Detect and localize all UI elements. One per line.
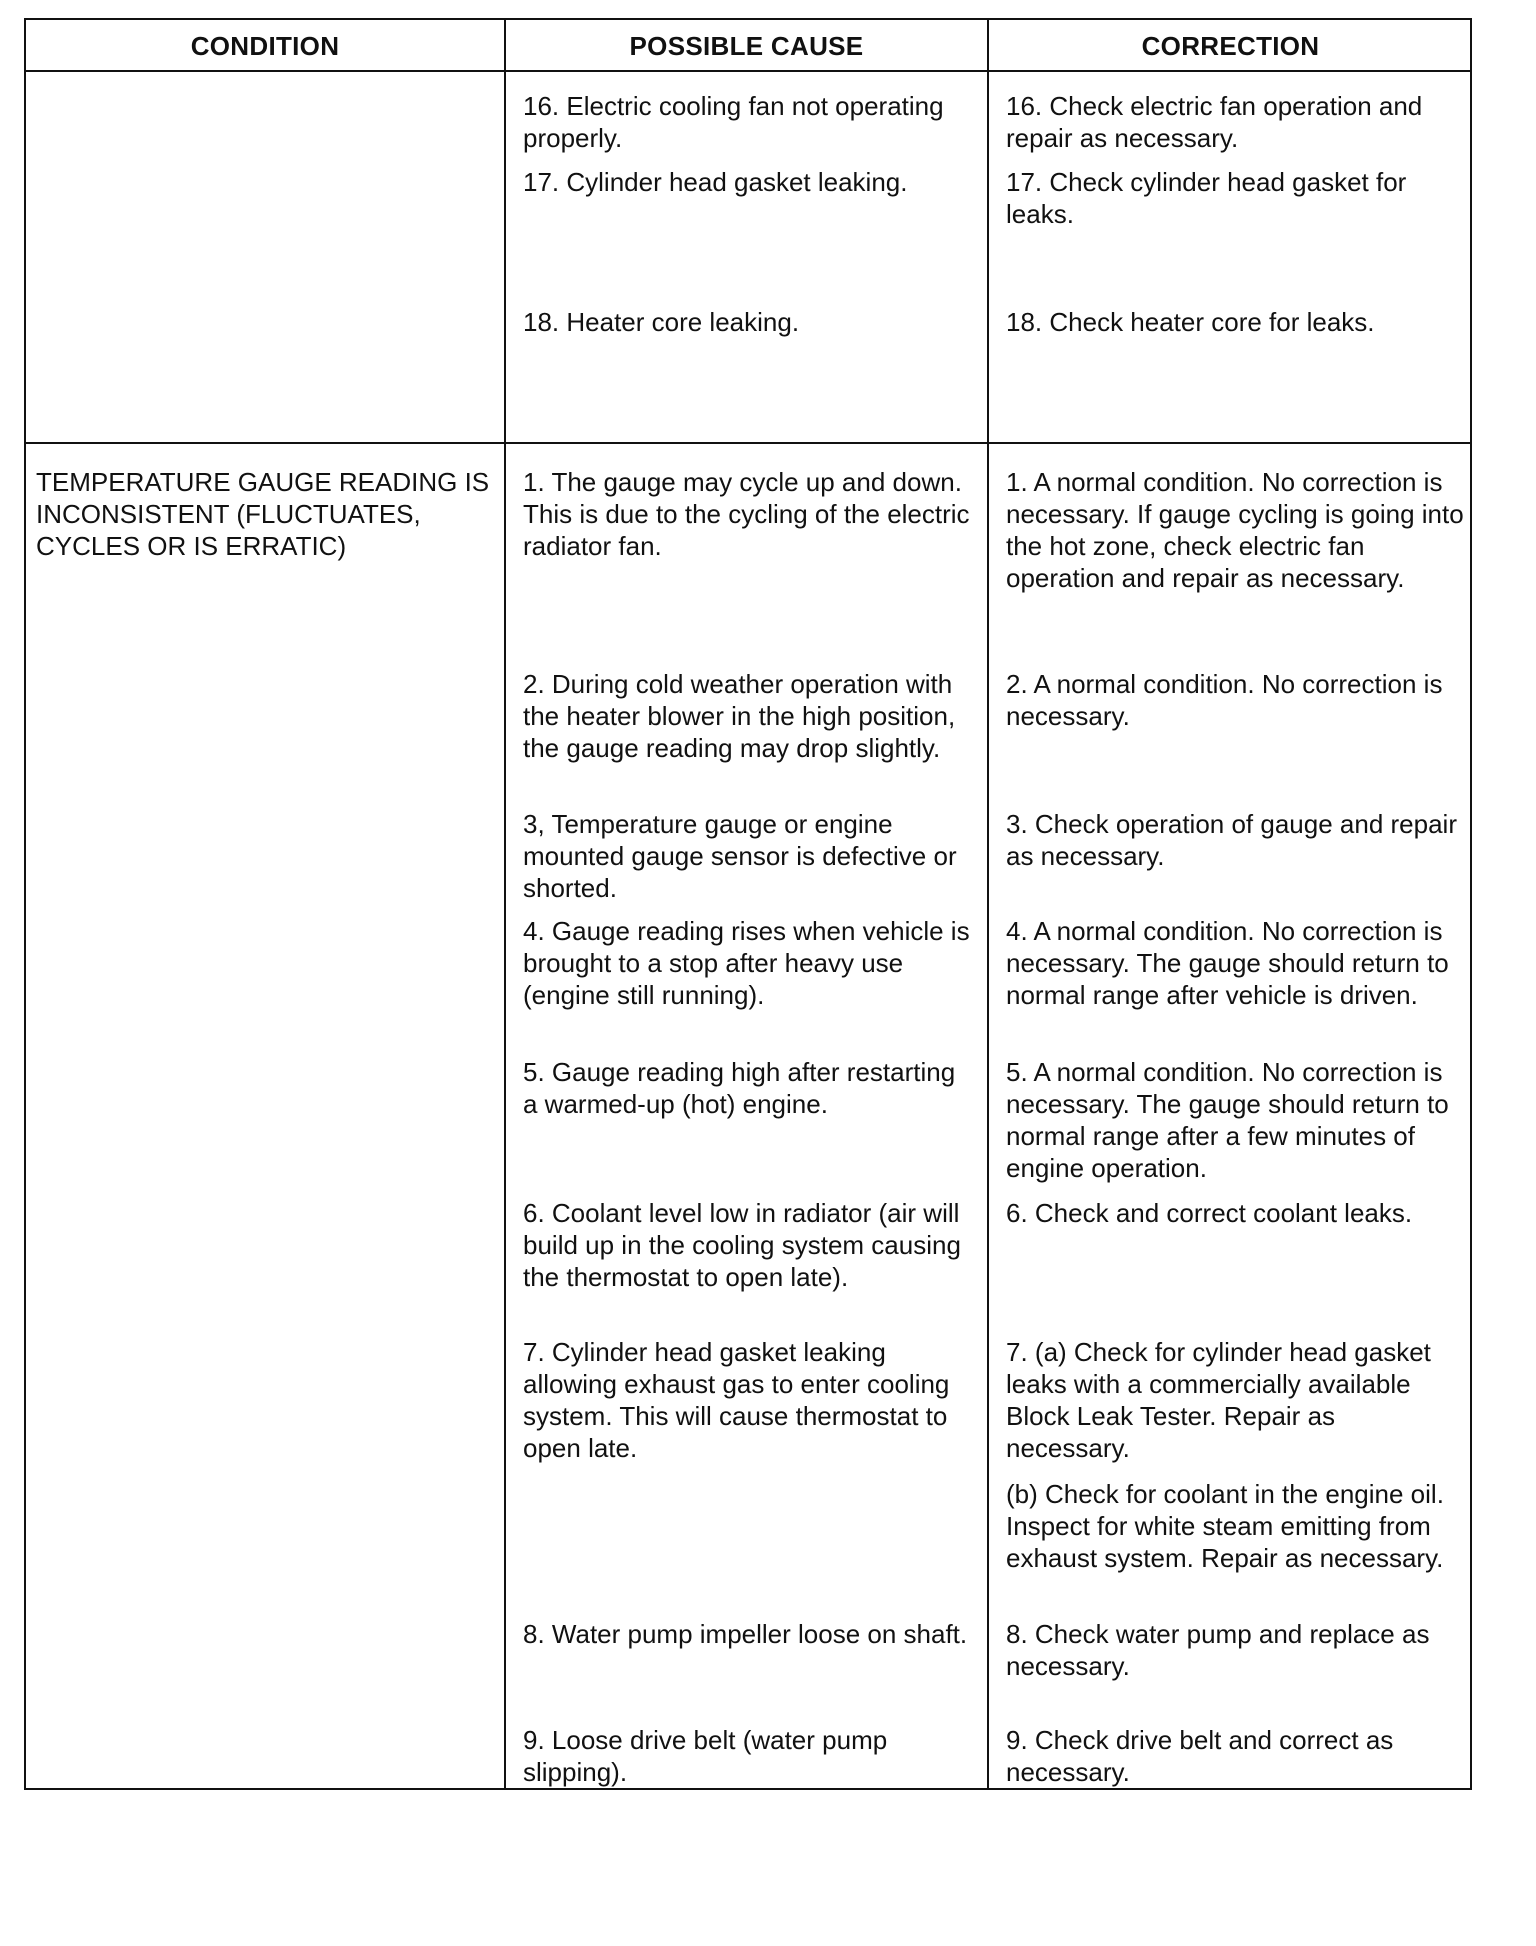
correction-9: 9. Check drive belt and correct as necessary.: [1006, 1725, 1394, 1787]
cause-17: 17. Cylinder head gasket leaking.: [523, 167, 908, 197]
header-possible-cause: POSSIBLE CAUSE: [629, 30, 864, 61]
cause-9: 9. Loose drive belt (water pump slipping).: [523, 1725, 888, 1787]
correction-2: 2. A normal condition. No correction is necessary.: [1006, 669, 1443, 731]
header-correction: CORRECTION: [1141, 30, 1320, 61]
row-divider: [26, 442, 1470, 444]
cause-5: 5. Gauge reading high after restarting a warmed-up (hot) engine.: [523, 1057, 956, 1119]
correction-18: 18. Check heater core for leaks.: [1006, 307, 1375, 337]
correction-17: 17. Check cylinder head gasket for leaks.: [1006, 167, 1407, 229]
correction-8: 8. Check water pump and replace as necessary.: [1006, 1619, 1430, 1681]
cause-2: 2. During cold weather operation with the heater blower in the high position, the gauge reading may drop slightly.: [523, 669, 956, 763]
cause-7: 7. Cylinder head gasket leaking allowing exhaust gas to enter cooling system. This will cause thermostat to open late.: [523, 1337, 950, 1463]
cause-8: 8. Water pump impeller loose on shaft.: [523, 1619, 968, 1649]
condition-temperature-gauge: TEMPERATURE GAUGE READING IS INCONSISTENT (FLUCTUATES, CYCLES OR IS ERRATIC): [36, 467, 490, 561]
column-divider: [987, 20, 989, 1788]
cause-3: 3, Temperature gauge or engine mounted gauge sensor is defective or shorted.: [523, 809, 957, 903]
correction-3: 3. Check operation of gauge and repair as necessary.: [1006, 809, 1457, 871]
troubleshooting-table: [24, 18, 1472, 1790]
correction-4: 4. A normal condition. No correction is necessary. The gauge should return to normal range after vehicle is driven.: [1006, 916, 1449, 1010]
correction-7b: (b) Check for coolant in the engine oil. Inspect for white steam emitting from exhaust system. Repair as necessary.: [1006, 1479, 1444, 1573]
cause-1: 1. The gauge may cycle up and down. This is due to the cycling of the electric radiator fan.: [523, 467, 970, 561]
cause-4: 4. Gauge reading rises when vehicle is brought to a stop after heavy use (engine still running).: [523, 916, 970, 1010]
correction-6: 6. Check and correct coolant leaks.: [1006, 1198, 1413, 1228]
cause-18: 18. Heater core leaking.: [523, 307, 800, 337]
cause-16: 16. Electric cooling fan not operating properly.: [523, 91, 944, 153]
correction-7a: 7. (a) Check for cylinder head gasket leaks with a commercially available Block Leak Tester. Repair as necessary.: [1006, 1337, 1431, 1463]
cause-6: 6. Coolant level low in radiator (air will build up in the cooling system causing the thermostat to open late).: [523, 1198, 961, 1292]
correction-1: 1. A normal condition. No correction is necessary. If gauge cycling is going into the hot zone, check electric fan operation and repair as necessary.: [1006, 467, 1464, 593]
correction-16: 16. Check electric fan operation and repair as necessary.: [1006, 91, 1423, 153]
column-divider: [504, 20, 506, 1788]
correction-5: 5. A normal condition. No correction is necessary. The gauge should return to normal range after a few minutes of engine operation.: [1006, 1057, 1449, 1183]
header-condition: CONDITION: [190, 30, 340, 61]
